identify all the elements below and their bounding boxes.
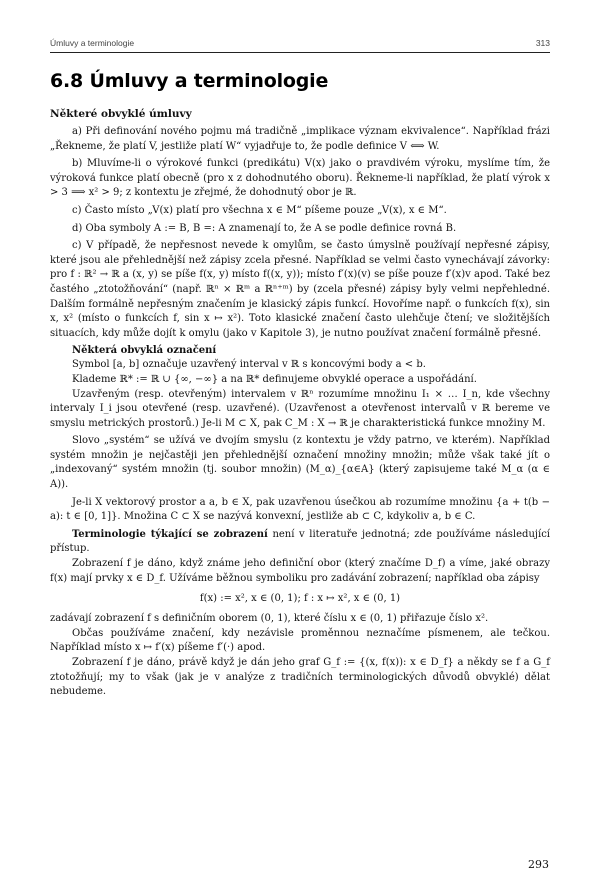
notation-heading: Některá obvyklá označení (72, 345, 217, 357)
header-rule (50, 52, 550, 53)
notation-interval: Symbol [a, b] označuje uzavřený interval v ℝ s koncovými body a < b. (72, 359, 426, 371)
notation-system: Slovo „systém“ se užívá ve dvojím smyslu (z kontextu je vždy patrno, ve kterém). Například systém množin je nejčastěji jen přehlednější označení množiny množin; může však také jít o „indexovaný“ systém množin (tj. soubor množin) (M_α)_{α∈A} (který zapisujeme také M_α (α ∈ A)). (50, 435, 550, 491)
paragraph-c2: c) V případě, že nepřesnost nevede k omylům, se často úmyslně používají nepřesné zápisy, které jsou ale přehlednější než zápisy zcela přesné. Například se velmi často vynechávají závorky: pro f : ℝ² → ℝ a (x, y) se píše f(x, y) místo f((x, y)); místo f′(x)(v) se píše pouze f′(x)v apod. Také bez častého „ztotožňování“ (např. ℝⁿ × ℝᵐ a ℝⁿ⁺ᵐ) by (zcela přesné) zápisy byly velmi nepřehledné. Dalším formálně nepřesným značením je klasický zápis funkcí. Hovoříme např. o funkcích f(x), sin x, x² (místo o funkcích f, sin x ↦ x²). Toto klasické značení často ulehčuje čtení; ve složitějších situacích, kdy může dojít k omylu (jako v Kapitole 3), je nutno používat značení formálně přesné. (50, 240, 550, 339)
terminology-dot: Občas používáme značení, kdy nezávisle proměnnou neznačíme písmenem, ale tečkou. Například místo x ↦ f′(x) píšeme f′(·) apod. (50, 627, 550, 654)
terminology-intro (50, 528, 550, 557)
paragraph-b: b) Mluvíme-li o výrokové funkci (predikátu) V(x) jako o pravdivém výroku, myslíme tím, že výroková funkce platí obecně (pro x z dohodnutého oboru). Řekneme-li například, že platí výrok x > 3 ⟹ x² > 9; z kontextu je zřejmé, že dohodnutý obor je ℝ. (50, 158, 550, 199)
terminology-heading: Terminologie týkající se zobrazení (72, 528, 268, 540)
terminology-mapping: Zobrazení f je dáno, když známe jeho definiční obor (který značíme D_f) a víme, jaké obrazy f(x) mají prvky x ∈ D_f. Užíváme běžnou symboliku pro zadávání zobrazení; například oba zápisy (50, 558, 550, 584)
terminology-graph: Zobrazení f je dáno, právě když je dán jeho graf G_f := {(x, f(x)): x ∈ D_f} a někdy se f a G_f ztotožňují; my to však (jak je v analýze z tradičních terminologických důvodů obvyklé) dělat nebudeme. (50, 657, 550, 698)
running-title: Úmluvy a terminologie (50, 38, 135, 48)
running-header (50, 38, 550, 50)
terminology-intro-text: není v literatuře jednotná; zde používáme následující přístup. (50, 528, 550, 555)
running-number: 313 (535, 38, 550, 48)
notation-rn-intervals: Uzavřeným (resp. otevřeným) intervalem v ℝⁿ rozumíme množinu I₁ × … I_n, kde všechny intervaly I_i jsou otevřené (resp. uzavřené). (Uzavřenost a otevřenost intervalů v ℝ bereme ve smyslu metrických prostorů.) Je-li M ⊂ X, pak C_M : X → ℝ je charakteristická funkce množiny M. (50, 388, 550, 429)
subsection-title: Některé obvyklé úmluvy (50, 108, 192, 120)
paragraph-d: d) Oba symboly A := B, B =: A znamenají to, že A se podle definice rovná B. (72, 222, 457, 234)
terminology-domain: zadávají zobrazení f s definičním oborem (0, 1), které číslu x ∈ (0, 1) přiřazuje číslo x². (50, 613, 489, 625)
page-body (50, 70, 550, 700)
paragraph-c1: c) Často místo „V(x) platí pro všechna x ∈ M“ píšeme pouze „V(x), x ∈ M“. (72, 204, 447, 216)
notation-extended-reals: Klademe ℝ* := ℝ ∪ {∞, −∞} a na ℝ* definujeme obvyklé operace a uspořádání. (72, 373, 477, 385)
notation-segment: Je-li X vektorový prostor a a, b ∈ X, pak uzavřenou úsečkou ab rozumíme množinu {a + t(b − a): t ∈ [0, 1]}. Množina C ⊂ X se nazývá konvexní, jestliže ab ⊂ C, kdykoliv a, b ∈ C. (50, 496, 550, 523)
page-number: 293 (528, 858, 549, 871)
section-title: 6.8 Úmluvy a terminologie (50, 70, 329, 92)
formula: f(x) := x², x ∈ (0, 1); f : x ↦ x², x ∈ (0, 1) (199, 593, 401, 605)
paragraph-a: a) Při definování nového pojmu má tradičně „implikace význam ekvivalence“. Například frázi „Řekneme, že platí V, jestliže platí W“ vyjadřuje to, že podle definice V ⟺ W. (50, 126, 550, 152)
